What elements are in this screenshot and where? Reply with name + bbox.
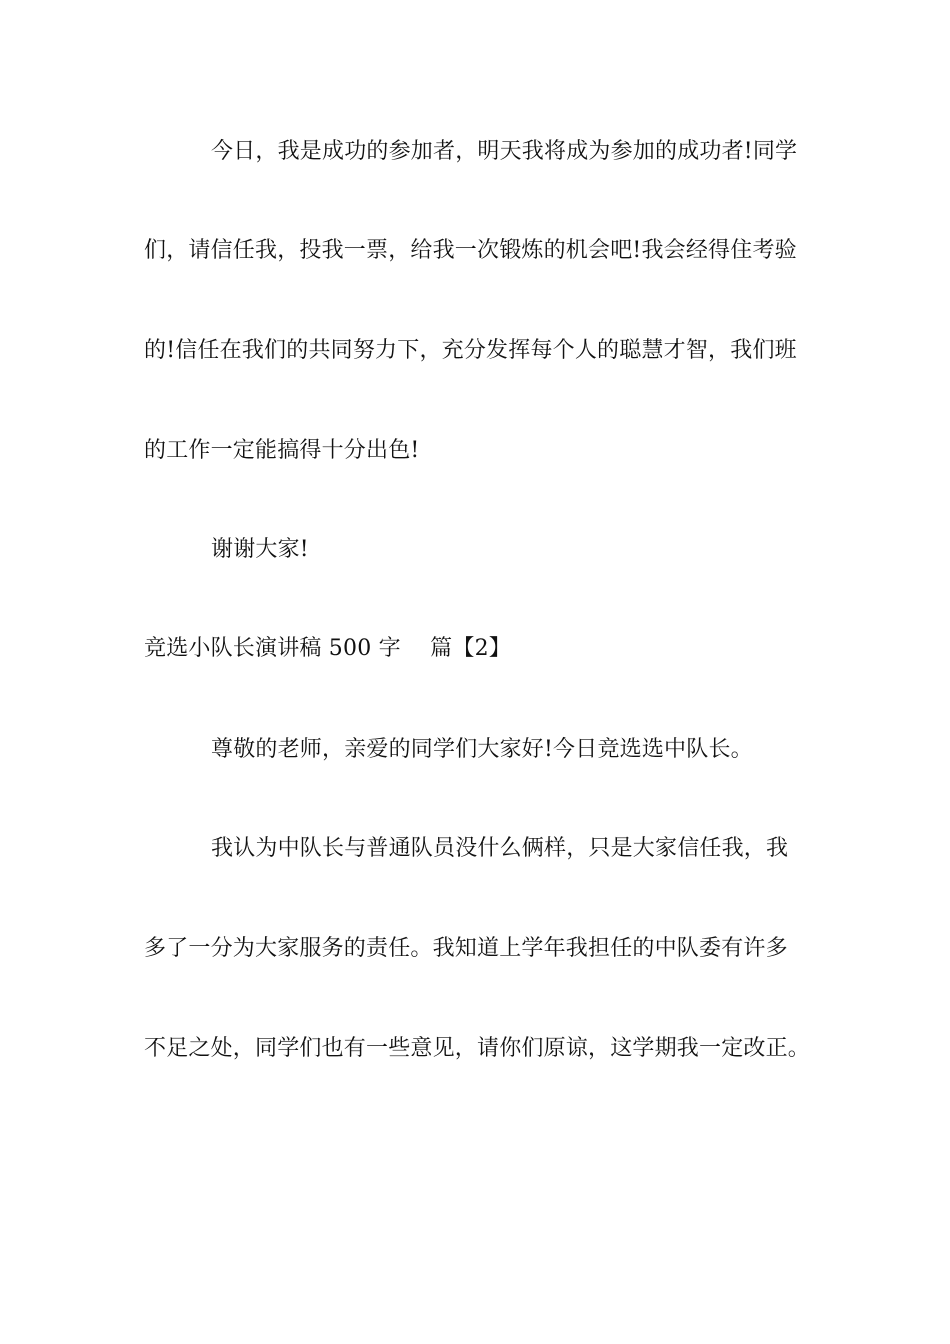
paragraph-line: 的!信任在我们的共同努力下，充分发挥每个人的聪慧才智，我们班 [144,338,797,363]
section-heading: 竞选小队长演讲稿 500 字 篇【2】 [144,636,511,661]
closing-line: 谢谢大家! [211,537,309,562]
paragraph-line: 多了一分为大家服务的责任。我知道上学年我担任的中队委有许多 [144,936,788,961]
paragraph-line: 不足之处，同学们也有一些意见，请你们原谅，这学期我一定改正。 [144,1036,811,1061]
paragraph-line: 今日，我是成功的参加者，明天我将成为参加的成功者!同学 [211,139,798,164]
paragraph-line: 们，请信任我，投我一票，给我一次锻炼的机会吧!我会经得住考验 [144,238,797,263]
paragraph-line: 尊敬的老师，亲爱的同学们大家好!今日竞选选中队长。 [211,737,753,762]
paragraph-line: 我认为中队长与普通队员没什么俩样，只是大家信任我，我 [211,836,789,861]
paragraph-line: 的工作一定能搞得十分出色! [144,438,420,463]
